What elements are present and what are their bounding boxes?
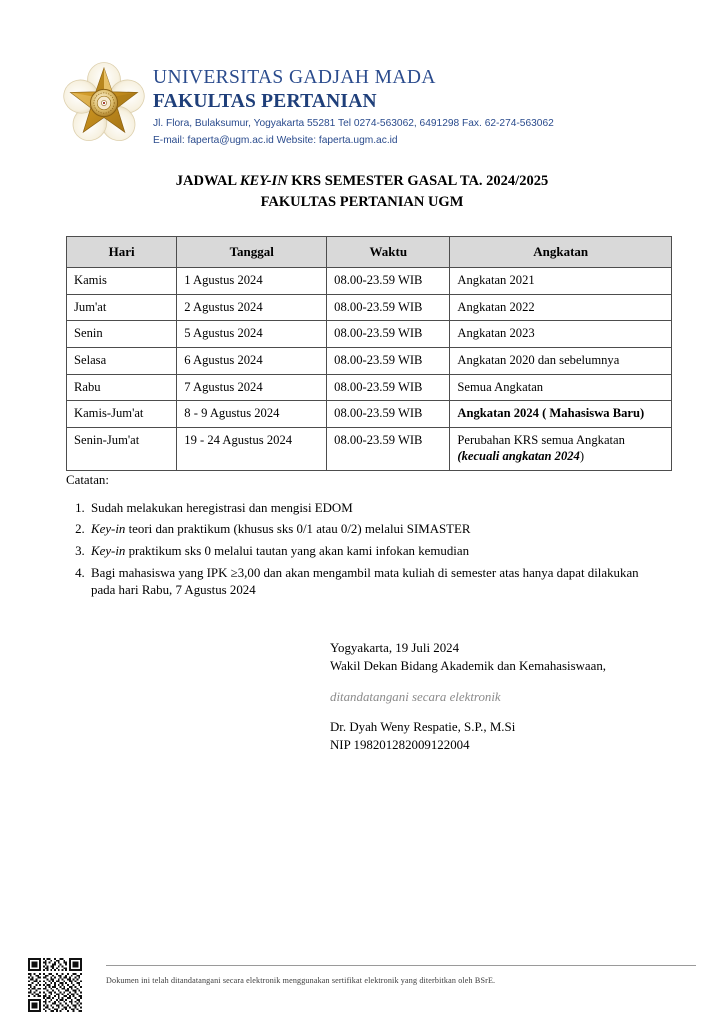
footer-content [82, 958, 696, 985]
cell-hari: Senin [67, 321, 177, 348]
cell-tanggal: 1 Agustus 2024 [177, 268, 327, 295]
cell-waktu: 08.00-23.59 WIB [327, 321, 450, 348]
cell-tanggal: 8 - 9 Agustus 2024 [177, 401, 327, 428]
cell-angkatan: Angkatan 2022 [450, 294, 672, 321]
cell-angkatan-line-1: Perubahan KRS semua Angkatan [457, 432, 625, 447]
cell-angkatan: Angkatan 2023 [450, 321, 672, 348]
cell-tanggal: 19 - 24 Agustus 2024 [177, 427, 327, 470]
schedule-table-head [67, 237, 672, 268]
cell-hari: Kamis [67, 268, 177, 295]
table-row [67, 294, 672, 321]
notes-list [66, 500, 666, 600]
cell-hari: Jum'at [67, 294, 177, 321]
table-row [67, 427, 672, 470]
column-header-angkatan: Angkatan [450, 237, 672, 268]
address-line-2: E-mail: faperta@ugm.ac.id Website: faperta.ugm.ac.id [153, 135, 398, 147]
title-keyin-italic: KEY-IN [239, 173, 288, 189]
cell-tanggal: 2 Agustus 2024 [177, 294, 327, 321]
address-line-1: Jl. Flora, Bulaksumur, Yogyakarta 55281 Tel 0274-563062, 6491298 Fax. 62-274-563062 [153, 117, 554, 129]
table-row [67, 347, 672, 374]
cell-waktu: 08.00-23.59 WIB [327, 268, 450, 295]
table-row [67, 401, 672, 428]
table-row [67, 321, 672, 348]
cell-angkatan-exception: (kecuali angkatan 2024 [457, 449, 580, 464]
footer-divider [106, 965, 696, 966]
cell-angkatan: Angkatan 2024 ( Mahasiswa Baru) [450, 401, 672, 428]
cell-hari: Kamis-Jum'at [67, 401, 177, 428]
table-row [67, 268, 672, 295]
column-header-waktu: Waktu [327, 237, 450, 268]
letterhead-text [145, 62, 554, 149]
cell-angkatan: Angkatan 2021 [450, 268, 672, 295]
signature-block [330, 640, 670, 755]
list-item [88, 500, 666, 518]
note-text: praktikum sks 0 melalui tautan yang akan kami infokan kemudian [125, 544, 470, 558]
cell-hari: Rabu [67, 374, 177, 401]
university-name: UNIVERSITAS GADJAH MADA [153, 67, 436, 88]
cell-angkatan-exception-tail: ) [579, 449, 585, 464]
note-text: Bagi mahasiswa yang IPK ≥3,00 dan akan mengambil mata kuliah di semester atas hanya dapat dilakukan pada hari Rabu, 7 Agustus 2024 [91, 565, 639, 598]
cell-waktu: 08.00-23.59 WIB [327, 347, 450, 374]
note-italic-lead: Key-in [91, 544, 126, 558]
electronic-signature-note: ditandatangani secara elektronik [330, 689, 501, 704]
notes-section [66, 474, 666, 604]
signature-position: Wakil Dekan Bidang Akademik dan Kemahasiswaan, [330, 658, 607, 673]
cell-waktu: 08.00-23.59 WIB [327, 401, 450, 428]
column-header-tanggal: Tanggal [177, 237, 327, 268]
schedule-table [66, 236, 672, 471]
document-title-line-2: FAKULTAS PERTANIAN UGM [260, 193, 464, 210]
list-item [88, 543, 666, 561]
table-row [67, 374, 672, 401]
cell-hari: Selasa [67, 347, 177, 374]
list-item [88, 521, 666, 539]
qr-code-icon[interactable] [28, 958, 82, 1012]
letterhead [63, 62, 677, 150]
cell-waktu: 08.00-23.59 WIB [327, 427, 450, 470]
note-italic-lead: Key-in [91, 522, 126, 537]
cell-waktu: 08.00-23.59 WIB [327, 374, 450, 401]
notes-heading: Catatan: [66, 473, 109, 487]
table-header-row [67, 237, 672, 268]
signer-nip: NIP 198201282009122004 [330, 738, 470, 753]
footer-note-text: Dokumen ini telah ditandatangani secara elektronik menggunakan sertifikat elektronik yang diterbitkan oleh BSrE. [106, 976, 496, 985]
schedule-table-body [67, 268, 672, 471]
ugm-gadjah-mada-star-logo-icon [63, 62, 145, 150]
note-text: Sudah melakukan heregistrasi dan mengisi EDOM [91, 500, 353, 515]
cell-tanggal: 6 Agustus 2024 [177, 347, 327, 374]
list-item [88, 565, 666, 600]
cell-angkatan-line-2 [457, 448, 664, 465]
title-prefix: JADWAL [175, 173, 240, 189]
note-text: teori dan praktikum (khusus sks 0/1 atau 0/2) melalui SIMASTER [125, 522, 471, 537]
faculty-name: FAKULTAS PERTANIAN [153, 91, 377, 113]
cell-angkatan [450, 427, 672, 470]
document-footer [28, 958, 696, 1012]
cell-angkatan: Angkatan 2020 dan sebelumnya [450, 347, 672, 374]
signature-place-date: Yogyakarta, 19 Juli 2024 [330, 641, 460, 655]
title-suffix: KRS SEMESTER GASAL TA. 2024/2025 [287, 173, 549, 189]
cell-waktu: 08.00-23.59 WIB [327, 294, 450, 321]
cell-hari: Senin-Jum'at [67, 427, 177, 470]
cell-tanggal: 5 Agustus 2024 [177, 321, 327, 348]
column-header-hari: Hari [67, 237, 177, 268]
cell-angkatan: Semua Angkatan [450, 374, 672, 401]
cell-tanggal: 7 Agustus 2024 [177, 374, 327, 401]
signer-name: Dr. Dyah Weny Respatie, S.P., M.Si [330, 720, 516, 735]
document-title-line-1 [0, 171, 724, 192]
document-title [0, 171, 724, 212]
